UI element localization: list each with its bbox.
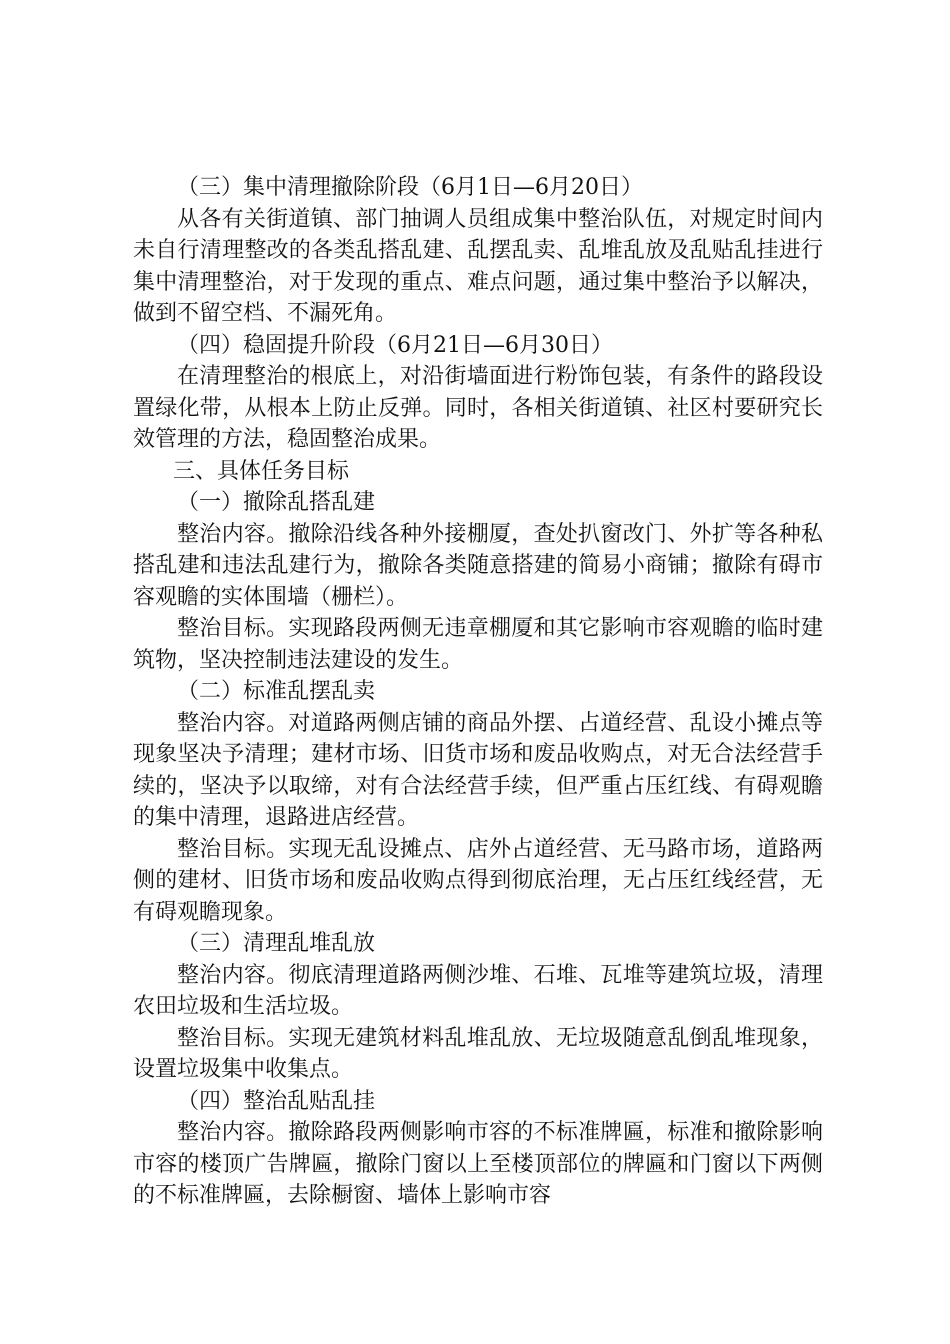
paragraph-task-1-content: 整治内容。撤除沿线各种外接棚厦，查处扒窗改门、外扩等各种私搭乱建和违法乱建行为，撤除各类随意搭建的简易小商铺；撤除有碍市容观瞻的实体围墙（栅栏）。 xyxy=(133,521,823,610)
paragraph-phase-4-body: 在清理整治的根底上，对沿街墙面进行粉饰包装，有条件的路段设置绿化带，从根本上防止反弹。同时，各相关街道镇、社区村要研究长效管理的方法，稳固整治成果。 xyxy=(133,364,823,452)
paragraph-task-2-content: 整治内容。对道路两侧店铺的商品外摆、占道经营、乱设小摊点等现象坚决予清理；建材市场、旧货市场和废品收购点，对无合法经营手续的，坚决予以取缔，对有合法经营手续，但严重占压红线、有碍观瞻的集中清理，退路进店经营。 xyxy=(133,710,823,830)
paragraph-task-2-goal: 整治目标。实现无乱设摊点、店外占道经营、无马路市场，道路两侧的建材、旧货市场和废品收购点得到彻底治理，无占压红线经营，无有碍观瞻现象。 xyxy=(133,836,823,925)
paragraph-task-3-goal: 整治目标。实现无建筑材料乱堆乱放、无垃圾随意乱倒乱堆现象，设置垃圾集中收集点。 xyxy=(133,1025,823,1082)
paragraph-task-3-content: 整治内容。彻底清理道路两侧沙堆、石堆、瓦堆等建筑垃圾，清理农田垃圾和生活垃圾。 xyxy=(133,962,823,1019)
section-heading-task-4: （四）整治乱贴乱挂 xyxy=(177,1088,376,1114)
document-page xyxy=(133,172,823,1212)
section-heading-phase-4: （四）稳固提升阶段（6月21日—6月30日） xyxy=(177,332,613,358)
section-heading-phase-3: （三）集中清理撤除阶段（6月1日—6月20日） xyxy=(177,175,643,200)
section-heading-task-1: （一）撤除乱搭乱建 xyxy=(177,490,376,515)
section-heading-task-2: （二）标准乱摆乱卖 xyxy=(177,679,376,704)
paragraph-task-4-content: 整治内容。撤除路段两侧影响市容的不标准牌匾，标准和撤除影响市容的楼顶广告牌匾，撤除门窗以上至楼顶部位的牌匾和门窗以下两侧的不标准牌匾，去除橱窗、墙体上影响市容 xyxy=(133,1120,823,1208)
paragraph-phase-3-body: 从各有关街道镇、部门抽调人员组成集中整治队伍，对规定时间内未自行清理整改的各类乱搭乱建、乱摆乱卖、乱堆乱放及乱贴乱挂进行集中清理整治，对于发现的重点、难点问题，通过集中整治予以解决，做到不留空档、不漏死角。 xyxy=(133,206,823,326)
chapter-heading-tasks: 三、具体任务目标 xyxy=(173,458,350,484)
paragraph-task-1-goal: 整治目标。实现路段两侧无违章棚厦和其它影响市容观瞻的临时建筑物，坚决控制违法建设的发生。 xyxy=(133,616,823,673)
section-heading-task-3: （三）清理乱堆乱放 xyxy=(177,931,376,956)
